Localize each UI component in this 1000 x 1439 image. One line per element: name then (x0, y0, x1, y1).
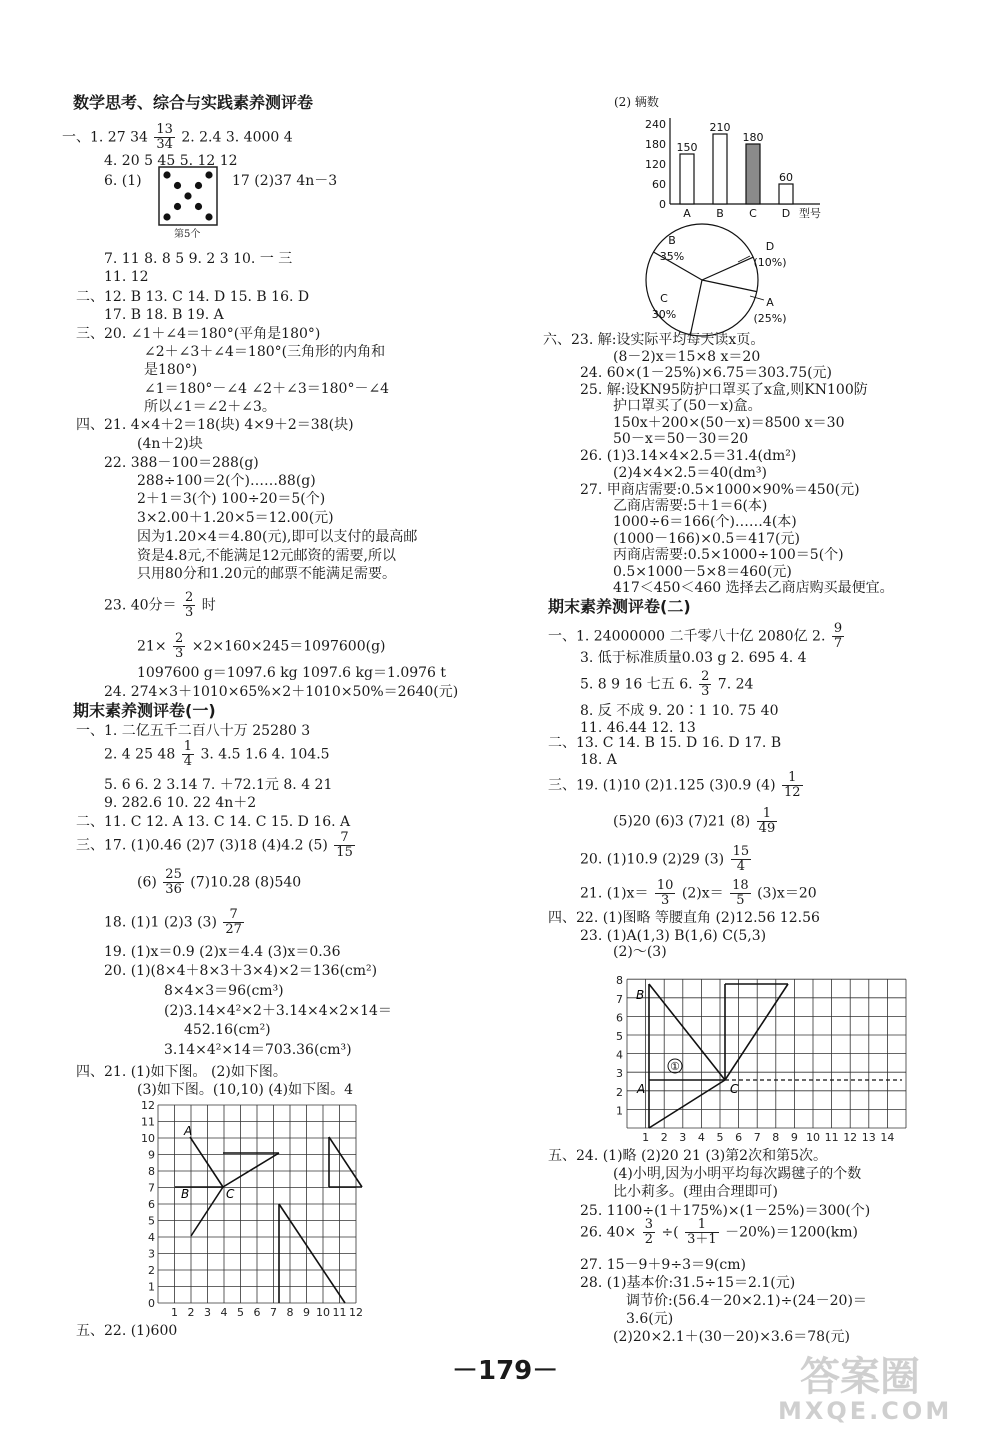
numerator: 13 (156, 122, 173, 137)
fraction (730, 879, 751, 908)
numerator: 2 (184, 590, 194, 605)
answer-text: ÷( (661, 1224, 679, 1241)
answer-line: 27. 甲商店需要:0.5×1000×90%＝450(元) (580, 482, 860, 498)
answer-line: (2)4×4×2.5＝40(dm³) (613, 465, 767, 481)
y-tick-label: 2 (616, 1085, 623, 1099)
y-tick-label: 120 (645, 158, 666, 171)
pie-label-D: D (765, 240, 775, 253)
answer-line (548, 622, 846, 651)
answer-line: 19. (1)x＝0.9 (2)x＝4.4 (3)x＝0.36 (104, 944, 341, 960)
x-tick-label: 10 (316, 1306, 330, 1319)
page-number: －179－ (452, 1356, 559, 1386)
answer-line: 28. (1)基本价:31.5÷15＝2.1(元) (580, 1275, 796, 1291)
answer-line: 因为1.20×4＝4.80(元),即可以支付的最高邮 (137, 529, 418, 545)
point-c-label: C (226, 1187, 235, 1201)
y-tick-label: 3 (148, 1247, 155, 1261)
answer-line: 3. 低于标准质量0.03 g 2. 695 4. 4 (580, 650, 807, 666)
answer-line: 三、20. ∠1＋∠4＝180°(平角是180°) (76, 326, 321, 342)
answer-line: 二、11. C 12. A 13. C 14. C 15. D 16. A (76, 814, 351, 830)
answer-text: (3)x＝20 (757, 885, 817, 902)
x-tick-label: 2 (187, 1306, 195, 1319)
numerator: 7 (334, 831, 355, 846)
dot-mark (163, 171, 170, 178)
answer-line: 护口罩买了(50－x)盒。 (613, 398, 762, 414)
x-tick-label: 9 (303, 1306, 310, 1319)
answer-line (548, 771, 805, 800)
answer-line (137, 868, 301, 897)
y-tick-label: 4 (148, 1231, 155, 1244)
y-tick-label: 1 (616, 1104, 623, 1118)
x-tick-label: 1 (642, 1131, 650, 1144)
x-tick-label: 10 (806, 1131, 820, 1144)
answer-line: ∠2＋∠3＋∠4＝180°(三角形的内角和 (144, 344, 386, 360)
answer-text: 26. 40× (580, 1224, 637, 1241)
answer-line (580, 845, 753, 874)
denominator: 15 (336, 845, 353, 860)
x-tick-label: 11 (824, 1131, 839, 1144)
y-tick-label: 8 (148, 1165, 155, 1178)
denominator: 4 (183, 754, 192, 769)
pie-percent-B: 35% (659, 250, 685, 263)
answer-line: 150x＋200×(50－x)＝8500 x＝30 (613, 415, 845, 431)
watermark-bottom: MXQE.COM (778, 1397, 953, 1425)
dot-mark (174, 203, 181, 210)
numerator: 1 (782, 771, 803, 786)
answer-line: 288÷100＝2(个)……88(g) (137, 473, 316, 489)
answer-line: 17. B 18. B 19. A (104, 307, 224, 323)
x-tick-label: 5 (237, 1306, 244, 1319)
answer-line: 24. 60×(1－25%)×6.75＝303.75(元) (580, 365, 833, 381)
answer-line: (8－2)x＝15×8 x＝20 (613, 349, 761, 365)
pie-percent-A: (25%) (753, 312, 787, 325)
answer-line (62, 123, 293, 152)
x-tick-label: 13 (861, 1131, 876, 1144)
y-tick-label: 5 (616, 1030, 623, 1043)
point-c-label: C (730, 1082, 739, 1096)
answer-line: 50－x＝50－30＝20 (613, 431, 749, 447)
bar-value-label: 180 (742, 131, 764, 144)
y-tick-label: 60 (652, 178, 666, 191)
answer-line: 五、22. (1)600 (76, 1323, 178, 1339)
answer-text: 21× (137, 638, 167, 655)
answer-text: (5)20 (6)3 (7)21 (8) (613, 813, 751, 830)
answer-line: 20. (1)(8×4＋8×3＋3×4)×2＝136(cm²) (104, 963, 378, 979)
answer-line: 乙商店需要:5＋1＝6(本) (613, 498, 768, 514)
point-a-label: A (184, 1124, 193, 1138)
dot-mark (205, 171, 212, 178)
x-tick-label: 3 (679, 1131, 687, 1144)
answer-text: 2. 4 25 48 (104, 746, 176, 763)
coordinate-grid-2 (612, 955, 912, 1145)
x-tick-label: 12 (349, 1306, 363, 1319)
answer-text: (7)10.28 (8)540 (190, 874, 302, 891)
answer-line (580, 1218, 858, 1247)
answer-line: 25. 1100÷(1＋175%)×(1－25%)＝300(个) (580, 1203, 871, 1219)
y-tick-label: 0 (148, 1297, 155, 1310)
answer-line: 6. (1) (104, 173, 142, 189)
fraction (643, 1218, 655, 1247)
answer-line: 7. 11 8. 8 5 9. 2 3 10. 一 三 (104, 251, 293, 267)
answer-line: 3.6(元) (626, 1311, 674, 1327)
answer-line: 24. 274×3＋1010×65%×2＋1010×50%＝2640(元) (104, 684, 459, 700)
fraction (173, 632, 185, 661)
dot-mark (205, 213, 212, 220)
answer-line: 27. 15－9＋9÷3＝9(cm) (580, 1257, 746, 1273)
fraction (334, 831, 355, 860)
bar-chart-label: (2) 辆数 (614, 95, 659, 109)
answer-text: 三、17. (1)0.46 (2)7 (3)18 (4)4.2 (5) (76, 837, 328, 854)
fraction (223, 908, 244, 937)
numerator: 2 (175, 631, 184, 646)
bar-C (746, 144, 760, 204)
answer-line: 调节价:(56.4－20×2.1)÷(24－20)＝ (626, 1293, 867, 1309)
answer-line: (2)20×2.1＋(30－20)×3.6＝78(元) (613, 1329, 850, 1345)
denominator: 3 (184, 605, 194, 620)
y-tick-label: 11 (141, 1115, 155, 1129)
fraction (182, 740, 194, 769)
denominator: 34 (156, 137, 173, 152)
numerator: 25 (165, 867, 182, 882)
section-title-final-1: 期末素养测评卷(一) (73, 701, 216, 720)
numerator: 10 (656, 878, 674, 893)
numerator: 2 (701, 669, 710, 684)
answer-line (137, 632, 386, 661)
numerator: 3 (644, 1217, 653, 1232)
fraction (731, 845, 752, 874)
x-tick-label: C (749, 207, 757, 220)
answer-line: 所以∠1＝∠2＋∠3。 (144, 399, 276, 415)
denominator: 5 (736, 893, 745, 908)
answer-line: 452.16(cm²) (184, 1022, 271, 1038)
answer-line: 417＜450＜460 选择去乙商店购买最便宜。 (613, 580, 894, 596)
y-tick-label: 5 (148, 1214, 155, 1228)
answer-text: 三、19. (1)10 (2)1.125 (3)0.9 (4) (548, 777, 776, 794)
answer-text: 一、1. 27 34 (62, 129, 148, 146)
y-tick-label: 6 (616, 1011, 623, 1025)
fraction (685, 1218, 719, 1247)
answer-line (580, 879, 817, 908)
answer-line: (2)3.14×4²×2＋3.14×4×2×14＝ (164, 1003, 392, 1019)
pie-percent-C: 30% (651, 308, 677, 321)
y-tick-label: 2 (148, 1264, 155, 1277)
answer-text: 23. 40分＝ (104, 597, 177, 614)
answer-line: 26. (1)3.14×4×2.5＝31.4(dm²) (580, 448, 797, 464)
x-tick-label: D (781, 207, 791, 220)
dot-mark (195, 182, 202, 189)
x-tick-label: 7 (270, 1306, 277, 1319)
answer-line: (2)～(3) (613, 944, 667, 960)
point-b-label: B (636, 988, 645, 1002)
answer-line: 0.5×1000－5×8＝460(元) (613, 564, 792, 580)
section-title-math-thinking: 数学思考、综合与实践素养测评卷 (73, 93, 314, 112)
answer-line: 5. 6 6. 2 3.14 7. ＋72.1元 8. 4 21 (104, 777, 333, 793)
answer-line: 3×2.00＋1.20×5＝12.00(元) (137, 510, 334, 526)
y-tick-label: 240 (645, 118, 666, 131)
section-title-final-2: 期末素养测评卷(二) (548, 597, 691, 616)
denominator: 36 (165, 882, 182, 897)
dot-mark (163, 213, 170, 220)
answer-line (613, 807, 779, 836)
answer-line: (1000－166)×0.5＝417(元) (613, 531, 800, 547)
answer-line: 一、1. 二亿五千二百八十万 25280 3 (76, 723, 311, 739)
y-tick-label: 1 (148, 1280, 155, 1294)
x-tick-label: 12 (843, 1131, 858, 1144)
denominator: 3 (661, 893, 670, 908)
answer-text: (2)x＝ (681, 885, 724, 902)
answer-line (104, 740, 330, 769)
x-tick-label: 8 (286, 1306, 294, 1319)
answer-text: 20. (1)10.9 (2)29 (3) (580, 851, 725, 868)
answer-line: 23. (1)A(1,3) B(1,6) C(5,3) (580, 928, 767, 944)
denominator: 12 (784, 785, 801, 800)
answer-line: 9. 282.6 10. 22 4n＋2 (104, 795, 257, 811)
point-a-label: A (637, 1082, 646, 1096)
bar-value-label: 210 (709, 121, 731, 134)
bar-value-label: 150 (676, 141, 698, 154)
pie-label-A: A (766, 296, 774, 309)
fraction (832, 622, 844, 651)
fraction (655, 879, 676, 908)
x-tick-label: 6 (253, 1306, 261, 1319)
answer-text: (6) (137, 874, 157, 891)
bar-D (779, 184, 793, 204)
bar-A (680, 154, 694, 204)
answer-line (580, 670, 753, 699)
x-tick-label: 2 (660, 1131, 668, 1144)
denominator: 3 (701, 684, 710, 699)
x-tick-label: 9 (790, 1131, 798, 1144)
fraction (699, 670, 711, 699)
answer-line: 2＋1＝3(个) 100÷20＝5(个) (137, 491, 326, 507)
denominator: 7 (833, 636, 843, 651)
answer-line: 18. A (580, 752, 617, 768)
answer-line: 3.14×4²×14＝703.36(cm³) (164, 1042, 352, 1058)
figure-caption: 第5个 (174, 229, 201, 240)
region-1-label: ① (670, 1060, 680, 1073)
watermark-top: 答案圈 (800, 1354, 920, 1400)
numerator: 1 (757, 807, 778, 822)
answer-line (76, 831, 357, 860)
fraction (757, 807, 778, 836)
coordinate-grid-1 (138, 1098, 378, 1320)
answer-line: 11. 46.44 12. 13 (580, 720, 696, 736)
dot-mark (174, 182, 181, 189)
y-tick-label: 8 (616, 974, 623, 988)
answer-line: ∠1＝180°－∠4 ∠2＋∠3＝180°－∠4 (144, 381, 390, 397)
y-tick-label: 0 (659, 198, 666, 211)
x-tick-label: 14 (880, 1131, 895, 1144)
x-tick-label: 1 (171, 1306, 178, 1319)
answer-text: 7. 24 (717, 676, 754, 693)
x-tick-label: A (683, 207, 691, 220)
numerator: 18 (732, 878, 749, 893)
bar-chart (638, 110, 838, 222)
answer-text: 5. 8 9 16 七五 6. (580, 676, 693, 693)
x-tick-label: B (716, 207, 724, 220)
numerator: 1 (685, 1218, 719, 1233)
numerator: 7 (223, 908, 244, 923)
x-tick-label: 4 (220, 1306, 228, 1319)
answer-line: 17 (2)37 4n－3 (232, 173, 338, 189)
denominator: 27 (225, 922, 242, 937)
y-tick-label: 12 (141, 1099, 155, 1112)
bar-B (713, 134, 727, 204)
answer-line: 六、23. 解:设实际平均每天读x页。 (543, 332, 765, 348)
dot-x-figure (158, 166, 218, 228)
x-tick-label: 7 (753, 1131, 761, 1144)
answer-line: 25. 解:设KN95防护口罩买了x盒,则KN100防 (580, 382, 868, 398)
point-b-label: B (181, 1187, 190, 1201)
answer-line (104, 591, 216, 620)
pie-label-C: C (660, 292, 668, 305)
denominator: 4 (736, 859, 745, 874)
answer-text: 2. 2.4 3. 4000 4 (181, 129, 293, 146)
answer-line: 是180°) (144, 362, 198, 378)
answer-line: 丙商店需要:0.5×1000÷100＝5(个) (613, 547, 844, 563)
denominator: 3 (175, 646, 184, 661)
numerator: 1 (183, 739, 192, 754)
y-tick-label: 6 (148, 1198, 155, 1211)
y-tick-label: 180 (645, 138, 666, 151)
fraction (163, 868, 184, 897)
x-axis-title: 型号 (799, 207, 821, 220)
answer-line: 22. 388－100＝288(g) (104, 455, 259, 471)
answer-line: 二、13. C 14. B 15. D 16. D 17. B (548, 735, 782, 751)
fraction (183, 591, 195, 620)
answer-line: 比小莉多。(理由合理即可) (613, 1184, 778, 1200)
answer-line: (3)如下图。(10,10) (4)如下图。4 (137, 1082, 354, 1098)
answer-line: 资是4.8元,不能满足12元邮资的需要,所以 (137, 548, 396, 564)
answer-text: －20%)＝1200(km) (725, 1224, 858, 1241)
answer-line: 二、12. B 13. C 14. D 15. B 16. D (76, 289, 310, 305)
fraction (154, 123, 175, 152)
x-tick-label: 6 (735, 1131, 743, 1144)
answer-line (104, 908, 246, 937)
answer-line: 1000÷6＝166(个)……4(本) (613, 514, 797, 530)
answer-line: 五、24. (1)略 (2)20 21 (3)第2次和第5次。 (548, 1148, 828, 1164)
denominator: 3＋1 (687, 1232, 717, 1247)
y-tick-label: 7 (148, 1181, 155, 1195)
answer-line: 四、21. (1)如下图。 (2)如下图。 (76, 1064, 287, 1080)
answer-line: 11. 12 (104, 269, 149, 285)
x-tick-label: 4 (697, 1131, 705, 1144)
numerator: 15 (732, 844, 750, 859)
bar-value-label: 60 (779, 171, 793, 184)
answer-text: 3. 4.5 1.6 4. 104.5 (200, 746, 330, 763)
y-tick-label: 3 (616, 1067, 623, 1081)
answer-text: ×2×160×245＝1097600(g) (191, 638, 386, 655)
answer-line: 4. 20 5 45 5. 12 12 (104, 153, 238, 169)
x-tick-label: 5 (716, 1131, 724, 1144)
pie-chart (620, 222, 800, 338)
answer-line: 四、21. 4×4＋2＝18(块) 4×9＋2＝38(块) (76, 417, 354, 433)
dot-mark (184, 192, 191, 199)
answer-text: 时 (201, 597, 216, 614)
answer-line: 只用80分和1.20元的邮票不能满足需要。 (137, 566, 396, 582)
x-tick-label: 8 (772, 1131, 780, 1144)
answer-line: (4n＋2)块 (137, 436, 203, 452)
answer-text: 18. (1)1 (2)3 (3) (104, 914, 217, 931)
x-tick-label: 3 (204, 1306, 211, 1319)
answer-line: 四、22. (1)图略 等腰直角 (2)12.56 12.56 (548, 910, 820, 926)
numerator: 9 (833, 621, 843, 636)
y-tick-label: 10 (141, 1132, 155, 1145)
y-tick-label: 9 (148, 1148, 155, 1162)
denominator: 2 (644, 1232, 653, 1247)
answer-text: 一、1. 24000000 二千零八十亿 2080亿 2. (548, 628, 826, 645)
x-tick-label: 11 (332, 1306, 347, 1319)
answer-line: 8. 反 不成 9. 20∶1 10. 75 40 (580, 703, 779, 719)
answer-text: 21. (1)x＝ (580, 885, 649, 902)
answer-line: (4)小明,因为小明平均每次踢毽子的个数 (613, 1166, 862, 1182)
denominator: 49 (758, 821, 776, 836)
answer-line: 8×4×3＝96(cm³) (164, 983, 284, 999)
y-tick-label: 7 (616, 992, 623, 1006)
fraction (782, 771, 803, 800)
pie-percent-D: (10%) (753, 256, 787, 269)
pie-label-B: B (668, 234, 676, 247)
answer-line: 1097600 g＝1097.6 kg 1097.6 kg＝1.0976 t (137, 665, 447, 681)
dot-mark (195, 203, 202, 210)
y-tick-label: 4 (616, 1048, 623, 1062)
